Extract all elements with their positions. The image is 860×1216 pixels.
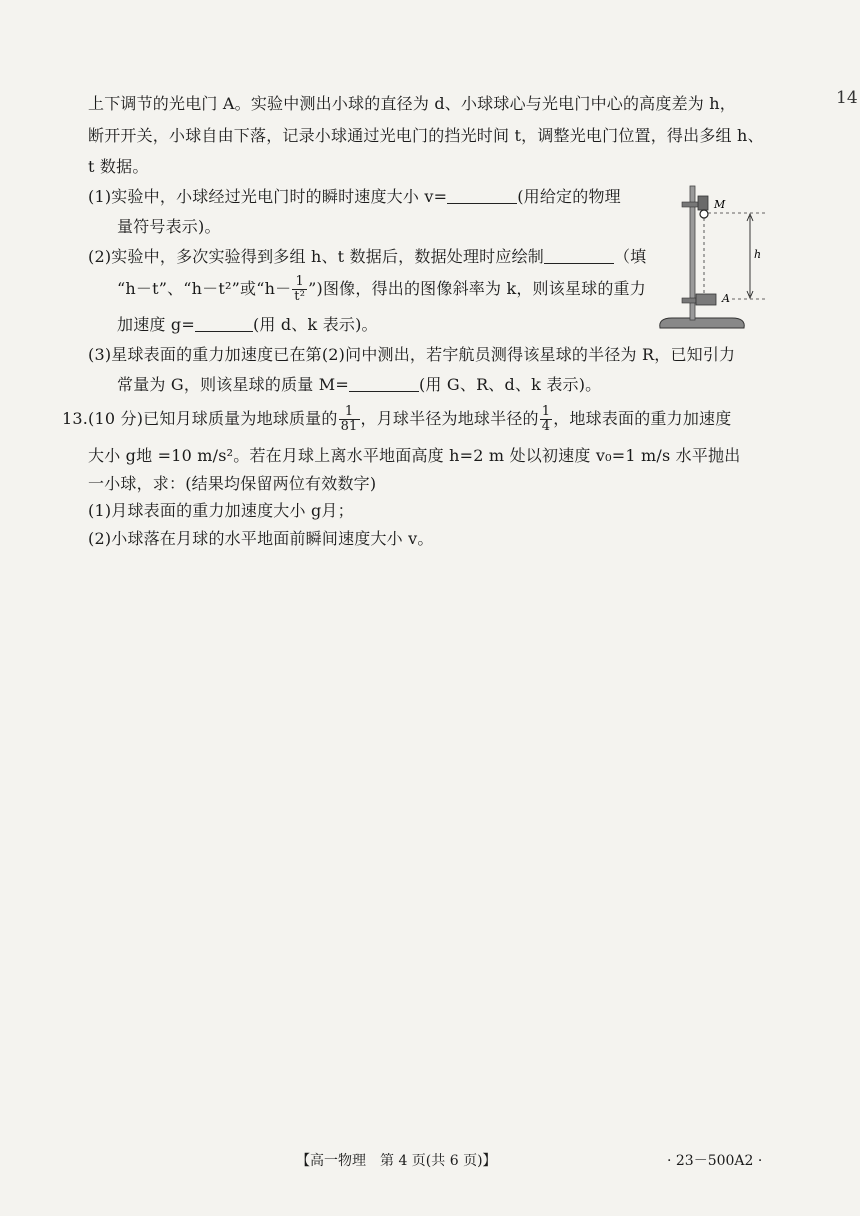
question-3-line-1: (3)星球表面的重力加速度已在第(2)问中测出，若宇航员测得该星球的半径为 R，已知引力 <box>88 345 736 364</box>
question-2-text-a: (2)实验中，多次实验得到多组 h、t 数据后，数据处理时应绘制 <box>88 247 544 266</box>
intro-line-3: t 数据。 <box>88 157 149 176</box>
intro-line-1: 上下调节的光电门 A。实验中测出小球的直径为 d、小球球心与光电门中心的高度差为 h， <box>88 94 736 113</box>
answer-blank-graph-type[interactable] <box>544 247 614 264</box>
question-13-line-3: 一小球，求：(结果均保留两位有效数字) <box>88 474 377 493</box>
intro-line-2: 断开开关，小球自由下落，记录小球通过光电门的挡光时间 t，调整光电门位置，得出多组 h、 <box>88 126 764 145</box>
label-m: M <box>714 198 726 211</box>
question-2-text-c: “h－t”、“h－t²”或“h－ <box>117 279 292 298</box>
question-13-text-a: 13.(10 分)已知月球质量为地球质量的 <box>62 409 338 428</box>
fraction-denominator: t² <box>294 289 306 304</box>
question-13-line-1 <box>62 402 731 436</box>
question-2-text-d: ”)图像，得出的图像斜率为 k，则该星球的重力 <box>308 279 646 298</box>
question-13-text-b: ，月球半径为地球半径的 <box>360 409 539 428</box>
page-corner-number: 14 <box>836 88 858 108</box>
fraction-denominator: 81 <box>340 419 358 434</box>
question-2-line-3 <box>117 314 378 336</box>
stand-base <box>660 318 745 328</box>
label-a: A <box>722 292 730 305</box>
question-13-sub-2: (2)小球落在月球的水平地面前瞬间速度大小 v。 <box>88 529 434 548</box>
question-1-line-2: 量符号表示)。 <box>117 217 221 236</box>
fraction-numerator: 1 <box>541 404 551 419</box>
answer-blank-velocity[interactable] <box>447 187 517 204</box>
fraction-numerator: 1 <box>292 275 307 290</box>
lower-clamp <box>682 298 696 303</box>
electromagnet <box>698 196 708 210</box>
question-1-text-a: (1)实验中，小球经过光电门时的瞬时速度大小 v= <box>88 187 448 206</box>
paper-code: · 23－500A2 · <box>667 1153 763 1169</box>
question-13-line-2: 大小 g地 =10 m/s²。若在月球上离水平地面高度 h=2 m 处以初速度 v₀=1 m/s 水平抛出 <box>88 446 741 465</box>
question-2-text-b: （填 <box>613 247 647 266</box>
question-1-text-b: (用给定的物理 <box>517 187 621 206</box>
question-3-text-b: 常量为 G，则该星球的质量 M= <box>117 375 349 394</box>
fraction-denominator: 4 <box>541 419 551 434</box>
question-3-line-2 <box>117 374 601 396</box>
fraction-numerator: 1 <box>339 405 360 420</box>
answer-blank-mass[interactable] <box>349 375 419 392</box>
question-2-line-1 <box>88 246 646 268</box>
answer-blank-gravity[interactable] <box>195 315 253 332</box>
ball <box>700 210 708 218</box>
fraction-one-over-t-squared <box>292 275 307 304</box>
question-3-text-c: (用 G、R、d、k 表示)。 <box>418 375 602 394</box>
question-13-sub-1: (1)月球表面的重力加速度大小 g月； <box>88 501 354 520</box>
question-2-line-2 <box>117 274 646 304</box>
fraction-one-over-81 <box>339 405 360 434</box>
label-h: h <box>754 248 762 261</box>
question-2-text-e: 加速度 g= <box>117 315 195 334</box>
question-13-text-c: ，地球表面的重力加速度 <box>553 409 732 428</box>
page-footer: 【高一物理 第 4 页(共 6 页)】 <box>296 1153 497 1169</box>
photogate <box>696 294 716 305</box>
fraction-one-over-4 <box>540 405 552 434</box>
question-2-text-f: (用 d、k 表示)。 <box>252 315 378 334</box>
question-1-line-1 <box>88 186 621 208</box>
photogate-apparatus-figure <box>652 178 772 338</box>
